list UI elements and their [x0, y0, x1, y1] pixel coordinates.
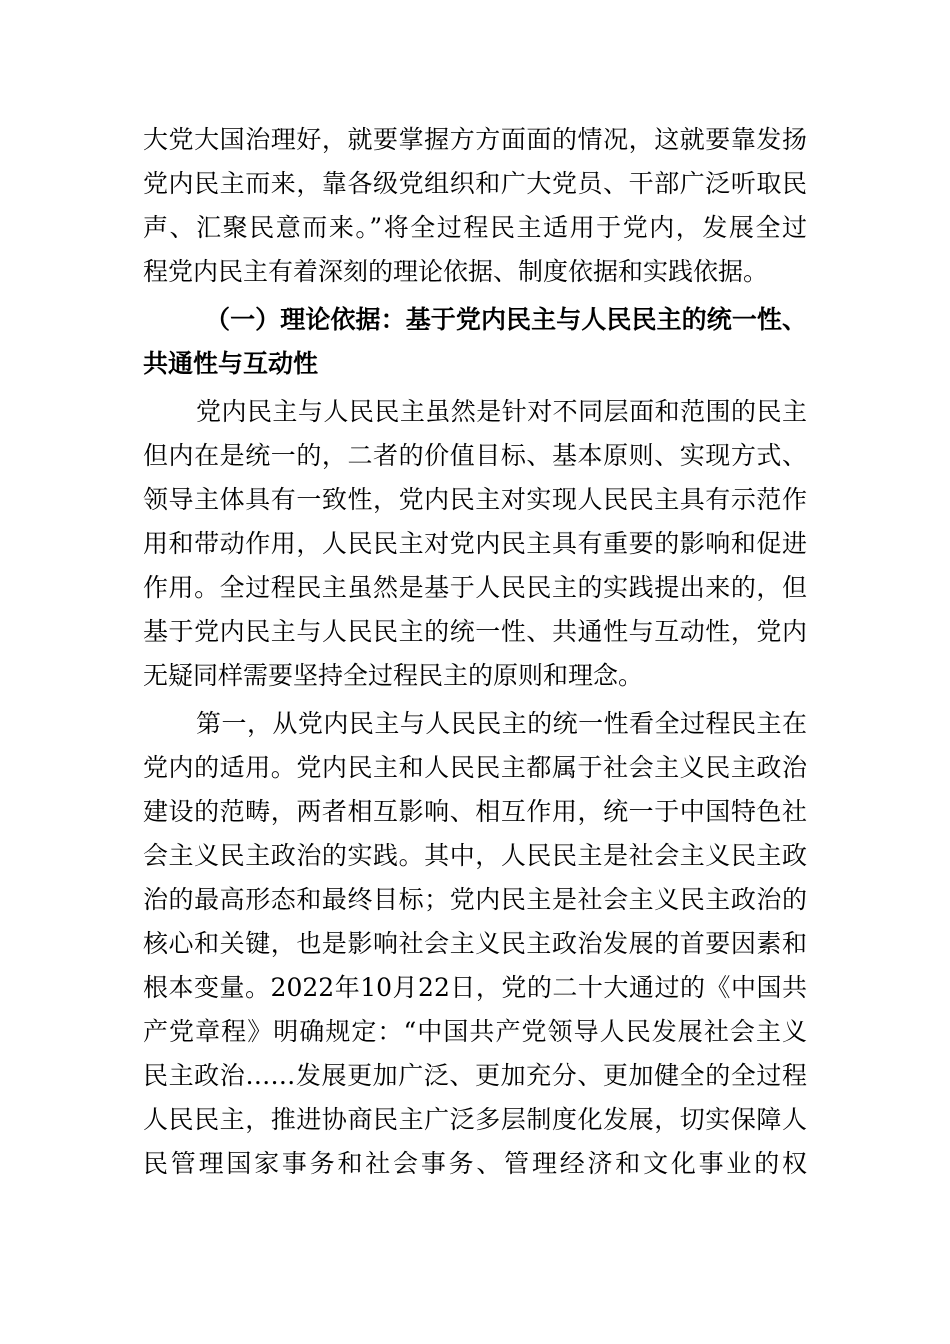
paragraph-1-line-1: 党内民主与人民民主虽然是针对不同层面和范围的民主	[196, 397, 807, 426]
paragraph-2-line-6: 核心和关键，也是影响社会主义民主政治发展的首要因素和	[143, 929, 807, 958]
paragraph-2-line-3: 建设的范畴，两者相互影响、相互作用，统一于中国特色社	[143, 797, 807, 826]
paragraph-1-line-7: 无疑同样需要坚持全过程民主的原则和理念。	[143, 661, 644, 690]
paragraph-2-line-4: 会主义民主政治的实践。其中，人民民主是社会主义民主政	[143, 841, 807, 870]
paragraph-2-line-10: 人民民主，推进协商民主广泛多层制度化发展，切实保障人	[143, 1105, 807, 1134]
paragraph-2-line-2: 党内的适用。党内民主和人民民主都属于社会主义民主政治	[143, 753, 807, 782]
paragraph-1-line-4: 用和带动作用，人民民主对党内民主具有重要的影响和促进	[143, 529, 807, 558]
paragraph-2-line-11: 民管理国家事务和社会事务、管理经济和文化事业的权	[143, 1149, 807, 1178]
paragraph-1-line-6: 基于党内民主与人民民主的统一性、共通性与互动性，党内	[143, 617, 807, 646]
paragraph-1-line-5: 作用。全过程民主虽然是基于人民民主的实践提出来的，但	[143, 573, 807, 602]
paragraph-2-line-1: 第一，从党内民主与人民民主的统一性看全过程民主在	[196, 709, 807, 738]
paragraph-2-line-7: 根本变量。2022年10月22日，党的二十大通过的《中国共	[143, 973, 807, 1002]
text-line-3: 声、汇聚民意而来。”将全过程民主适用于党内，发展全过	[143, 213, 807, 242]
section-heading-line-2: 共通性与互动性	[143, 349, 319, 378]
paragraph-2-line-8: 产党章程》明确规定：“中国共产党领导人民发展社会主义	[143, 1017, 807, 1046]
paragraph-1-line-3: 领导主体具有一致性，党内民主对实现人民民主具有示范作	[143, 485, 807, 514]
text-line-2: 党内民主而来，靠各级党组织和广大党员、干部广泛听取民	[143, 169, 807, 198]
paragraph-1-line-2: 但内在是统一的，二者的价值目标、基本原则、实现方式、	[143, 441, 807, 470]
text-line-1: 大党大国治理好，就要掌握方方面面的情况，这就要靠发扬	[143, 125, 807, 154]
section-heading-line-1: （一）理论依据：基于党内民主与人民民主的统一性、	[205, 305, 807, 334]
paragraph-2-line-9: 民主政治……发展更加广泛、更加充分、更加健全的全过程	[143, 1061, 807, 1090]
text-line-4: 程党内民主有着深刻的理论依据、制度依据和实践依据。	[143, 257, 769, 286]
paragraph-2-line-5: 治的最高形态和最终目标；党内民主是社会主义民主政治的	[143, 885, 807, 914]
